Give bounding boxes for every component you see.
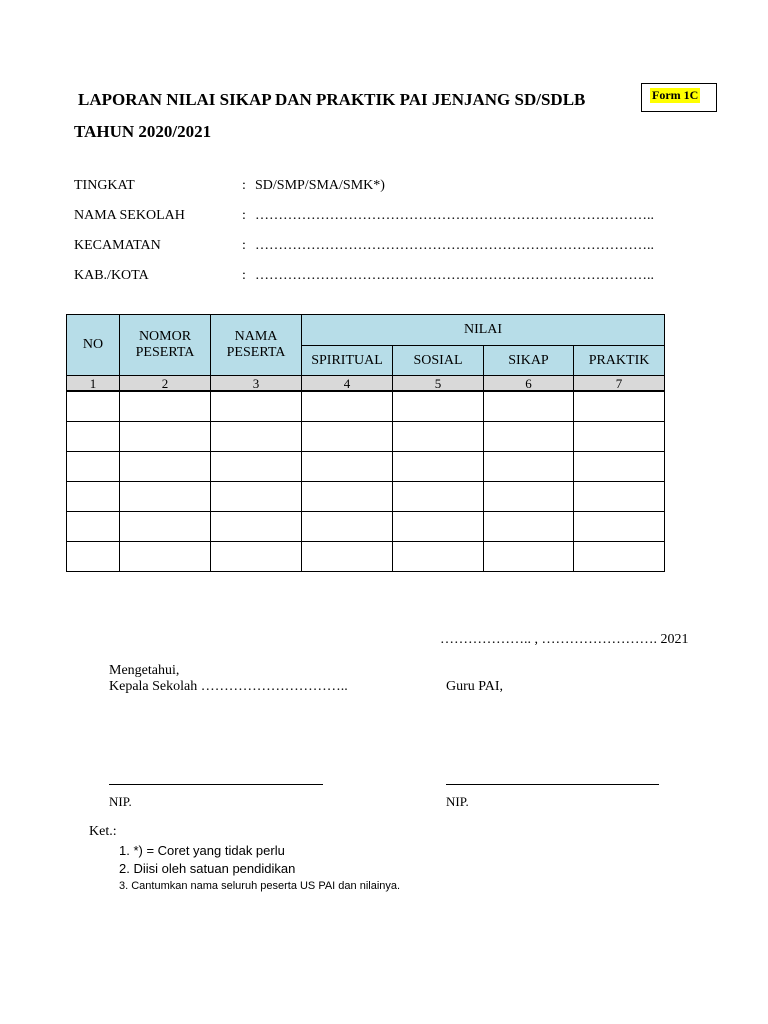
acknowledged-label: Mengetahui, bbox=[109, 663, 180, 678]
field-value: ………………………………………………………………………….. bbox=[255, 208, 654, 223]
score-table bbox=[66, 314, 665, 572]
page-title-year: TAHUN 2020/2021 bbox=[74, 122, 212, 141]
principal-signature-line bbox=[109, 784, 323, 785]
place-date-line: ……………….. , ……………………. 2021 bbox=[440, 632, 689, 647]
table-cell[interactable] bbox=[211, 542, 302, 572]
table-cell[interactable] bbox=[574, 422, 665, 452]
table-cell[interactable] bbox=[574, 391, 665, 422]
notes-heading: Ket.: bbox=[89, 824, 117, 839]
table-cell[interactable] bbox=[393, 512, 484, 542]
table-cell[interactable] bbox=[574, 452, 665, 482]
table-cell[interactable] bbox=[120, 391, 211, 422]
teacher-nip-label: NIP. bbox=[446, 794, 469, 809]
header-nama-peserta: NAMA PESERTA bbox=[211, 315, 302, 376]
table-cell[interactable] bbox=[484, 422, 574, 452]
header-spiritual: SPIRITUAL bbox=[302, 346, 393, 376]
teacher-signature-line bbox=[446, 784, 659, 785]
table-cell[interactable] bbox=[393, 422, 484, 452]
table-cell[interactable] bbox=[120, 512, 211, 542]
field-label: KAB./KOTA bbox=[74, 268, 149, 283]
table-cell[interactable] bbox=[67, 542, 120, 572]
field-colon: : bbox=[242, 268, 246, 283]
table-cell[interactable] bbox=[67, 452, 120, 482]
column-number-row bbox=[67, 376, 665, 392]
table-cell[interactable] bbox=[484, 482, 574, 512]
column-number: 2 bbox=[120, 376, 211, 392]
header-sikap: SIKAP bbox=[484, 346, 574, 376]
field-label: KECAMATAN bbox=[74, 238, 161, 253]
teacher-label: Guru PAI, bbox=[446, 679, 504, 694]
column-number: 6 bbox=[484, 376, 574, 392]
header-praktik: PRAKTIK bbox=[574, 346, 665, 376]
field-value: ………………………………………………………………………….. bbox=[255, 268, 654, 283]
table-cell[interactable] bbox=[302, 422, 393, 452]
table-row bbox=[67, 542, 665, 572]
table-cell[interactable] bbox=[211, 452, 302, 482]
note-item: 1. *) = Coret yang tidak perlu bbox=[119, 843, 285, 858]
column-number: 5 bbox=[393, 376, 484, 392]
table-cell[interactable] bbox=[393, 391, 484, 422]
table-cell[interactable] bbox=[302, 391, 393, 422]
principal-label: Kepala Sekolah ………………………….. bbox=[109, 679, 348, 694]
header-sosial: SOSIAL bbox=[393, 346, 484, 376]
table-cell[interactable] bbox=[302, 512, 393, 542]
note-item: 3. Cantumkan nama seluruh peserta US PAI dan nilainya. bbox=[119, 880, 401, 892]
principal-nip-label: NIP. bbox=[109, 794, 132, 809]
table-cell[interactable] bbox=[211, 391, 302, 422]
table-cell[interactable] bbox=[484, 452, 574, 482]
field-colon: : bbox=[242, 208, 246, 223]
table-cell[interactable] bbox=[211, 512, 302, 542]
header-no: NO bbox=[67, 315, 120, 376]
header-nomor-peserta: NOMOR PESERTA bbox=[120, 315, 211, 376]
table-cell[interactable] bbox=[67, 422, 120, 452]
column-number: 3 bbox=[211, 376, 302, 392]
table-cell[interactable] bbox=[211, 482, 302, 512]
table-cell[interactable] bbox=[120, 542, 211, 572]
table-cell[interactable] bbox=[484, 512, 574, 542]
table-row bbox=[67, 482, 665, 512]
form-code-box bbox=[641, 83, 717, 112]
table-cell[interactable] bbox=[120, 482, 211, 512]
field-colon: : bbox=[242, 238, 246, 253]
table-cell[interactable] bbox=[393, 542, 484, 572]
field-value: SD/SMP/SMA/SMK*) bbox=[255, 178, 385, 193]
column-number: 1 bbox=[67, 376, 120, 392]
table-row bbox=[67, 422, 665, 452]
field-colon: : bbox=[242, 178, 246, 193]
note-item: 2. Diisi oleh satuan pendidikan bbox=[119, 861, 296, 876]
table-row bbox=[67, 452, 665, 482]
table-row bbox=[67, 391, 665, 422]
column-number: 7 bbox=[574, 376, 665, 392]
column-number: 4 bbox=[302, 376, 393, 392]
table-cell[interactable] bbox=[302, 452, 393, 482]
table-cell[interactable] bbox=[393, 482, 484, 512]
table-cell[interactable] bbox=[484, 542, 574, 572]
form-code-label: Form 1C bbox=[652, 88, 699, 102]
table-cell[interactable] bbox=[67, 391, 120, 422]
table-cell[interactable] bbox=[120, 452, 211, 482]
table-cell[interactable] bbox=[211, 422, 302, 452]
field-label: TINGKAT bbox=[74, 178, 135, 193]
page-title: LAPORAN NILAI SIKAP DAN PRAKTIK PAI JENJANG SD/SDLB bbox=[78, 90, 586, 109]
table-cell[interactable] bbox=[574, 482, 665, 512]
field-value: ………………………………………………………………………….. bbox=[255, 238, 654, 253]
table-cell[interactable] bbox=[574, 512, 665, 542]
table-cell[interactable] bbox=[67, 512, 120, 542]
table-cell[interactable] bbox=[302, 482, 393, 512]
table-cell[interactable] bbox=[120, 422, 211, 452]
table-cell[interactable] bbox=[484, 391, 574, 422]
table-row bbox=[67, 512, 665, 542]
table-cell[interactable] bbox=[302, 542, 393, 572]
header-nilai: NILAI bbox=[302, 315, 665, 346]
table-cell[interactable] bbox=[393, 452, 484, 482]
table-cell[interactable] bbox=[574, 542, 665, 572]
field-label: NAMA SEKOLAH bbox=[74, 208, 185, 223]
table-cell[interactable] bbox=[67, 482, 120, 512]
